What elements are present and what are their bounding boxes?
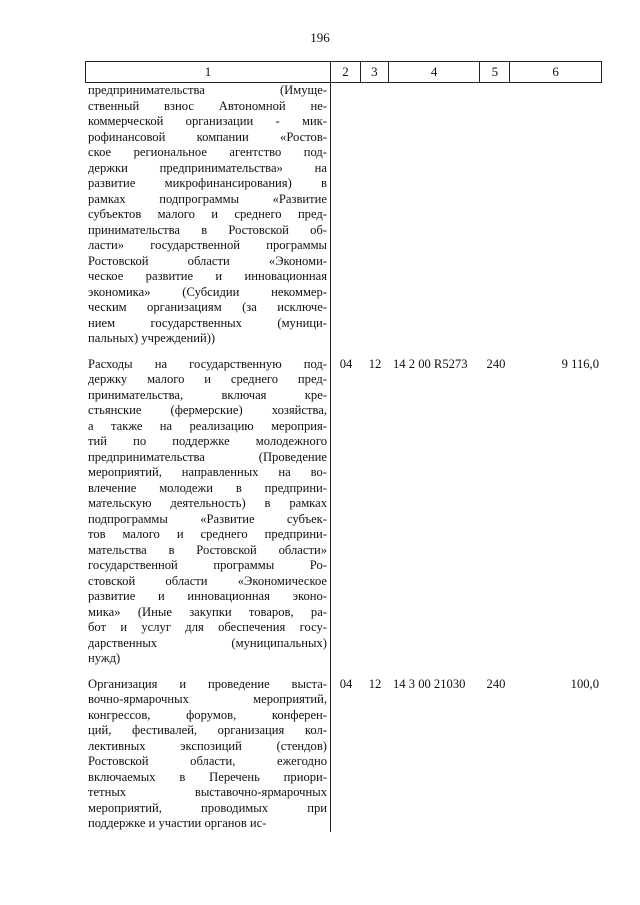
subsection-code: 12 xyxy=(368,356,382,371)
description-line: стовской области «Экономическое xyxy=(88,573,327,588)
description-line: нужд) xyxy=(88,651,121,665)
header-col-3: 3 xyxy=(361,62,389,82)
amount: 100,0 xyxy=(570,676,599,691)
description-line: мательства в Ростовской области» xyxy=(88,542,327,557)
subsection-code: 12 xyxy=(368,676,382,691)
header-col-6: 6 xyxy=(552,64,559,79)
section-code: 04 xyxy=(339,676,353,691)
header-col-2: 2 xyxy=(331,62,361,82)
description-line: ческим организациям (за исключе- xyxy=(88,300,327,314)
subsection-code xyxy=(361,83,389,347)
expense-type-code: 240 xyxy=(486,356,506,371)
description-line: мероприятий, направленных на во- xyxy=(88,465,327,479)
description-line: предпринимательства (Имуще- xyxy=(88,83,327,97)
page-number: 196 xyxy=(310,30,330,45)
table-row xyxy=(85,677,602,832)
description-line: а также на реализацию мероприя- xyxy=(88,418,327,433)
description-line: дарственных (муниципальных) xyxy=(88,635,327,650)
header-col-5: 5 xyxy=(480,62,510,82)
description-line: принимательства, включая кре- xyxy=(88,387,327,402)
description-line: подпрограммы «Развитие субъек- xyxy=(88,511,327,526)
table-header xyxy=(85,61,602,83)
table-body xyxy=(85,83,602,832)
description-line: мика» (Иные закупки товаров, ра- xyxy=(88,604,327,619)
description-line: ческое развитие и инновационная xyxy=(88,269,327,283)
row-gap xyxy=(85,347,602,357)
description-line: экономика» (Субсидии некоммер- xyxy=(88,284,327,299)
description-line: включаемых в Перечень приори- xyxy=(88,769,327,784)
description-line: Организация и проведение выста- xyxy=(88,676,327,691)
description-line: развитие и инновационная эконо- xyxy=(88,589,327,603)
header-col-1: 1 xyxy=(86,62,331,82)
description-line: держку малого и среднего пред- xyxy=(88,372,327,386)
description-line: мательскую деятельность) в рамках xyxy=(88,496,327,510)
target-article-code: 14 2 00 R5273 xyxy=(393,356,468,371)
description-line: Ростовской области, ежегодно xyxy=(88,754,327,768)
description-line: тий по поддержке молодежного xyxy=(88,434,327,448)
description-line: рамках подпрограммы «Развитие xyxy=(88,191,327,206)
description-line: ций, фестивалей, организация кол- xyxy=(88,723,327,737)
description-line: предпринимательства (Проведение xyxy=(88,449,327,464)
description-line: тов малого и среднего предприни- xyxy=(88,527,327,541)
row-description xyxy=(85,357,331,667)
description-line: стьянские (фермерские) хозяйства, xyxy=(88,403,327,417)
description-line: принимательства в Ростовской об- xyxy=(88,222,327,237)
section-code xyxy=(331,83,361,347)
description-line: тетных выставочно-ярмарочных xyxy=(88,785,327,799)
description-line: пальных) учреждений)) xyxy=(88,331,216,345)
table-row xyxy=(85,357,602,667)
row-gap-cell xyxy=(85,667,331,677)
description-line: держки предпринимательства» на xyxy=(88,160,327,175)
row-description xyxy=(85,677,331,832)
row-description xyxy=(85,83,331,347)
description-line: ственный взнос Автономной не- xyxy=(88,98,327,113)
description-line: развитие микрофинансирования) в xyxy=(88,176,327,190)
row-gap xyxy=(85,667,602,677)
description-line: коммерческой организации - мик- xyxy=(88,114,327,128)
amount: 9 116,0 xyxy=(561,356,599,371)
description-line: мероприятий, проводимых при xyxy=(88,800,327,815)
description-line: рофинансовой компании «Ростов- xyxy=(88,129,327,144)
expense-type-code xyxy=(481,83,511,347)
section-code: 04 xyxy=(339,356,353,371)
description-line: вочно-ярмарочных мероприятий, xyxy=(88,692,327,706)
expense-type-code: 240 xyxy=(486,676,506,691)
budget-table xyxy=(85,61,602,832)
description-line: конгрессов, форумов, конферен- xyxy=(88,707,327,722)
description-line: Расходы на государственную под- xyxy=(88,356,327,371)
amount xyxy=(511,83,602,347)
description-line: ласти» государственной программы xyxy=(88,238,327,252)
description-line: поддержке и участии органов ис- xyxy=(88,816,267,830)
row-gap-cell xyxy=(85,347,331,357)
description-line: нием государственных (муници- xyxy=(88,315,327,330)
description-line: влечение молодежи в предприни- xyxy=(88,480,327,495)
description-line: ское региональное агентство под- xyxy=(88,145,327,159)
header-col-4: 4 xyxy=(389,62,481,82)
description-line: Ростовской области «Экономи- xyxy=(88,253,327,268)
table-row xyxy=(85,83,602,347)
target-article-code: 14 3 00 21030 xyxy=(393,676,466,691)
description-line: субъектов малого и среднего пред- xyxy=(88,207,327,221)
target-article-code xyxy=(389,83,481,347)
description-line: государственной программы Ро- xyxy=(88,558,327,572)
description-line: бот и услуг для обеспечения госу- xyxy=(88,620,327,634)
description-line: лективных экспозиций (стендов) xyxy=(88,738,327,753)
